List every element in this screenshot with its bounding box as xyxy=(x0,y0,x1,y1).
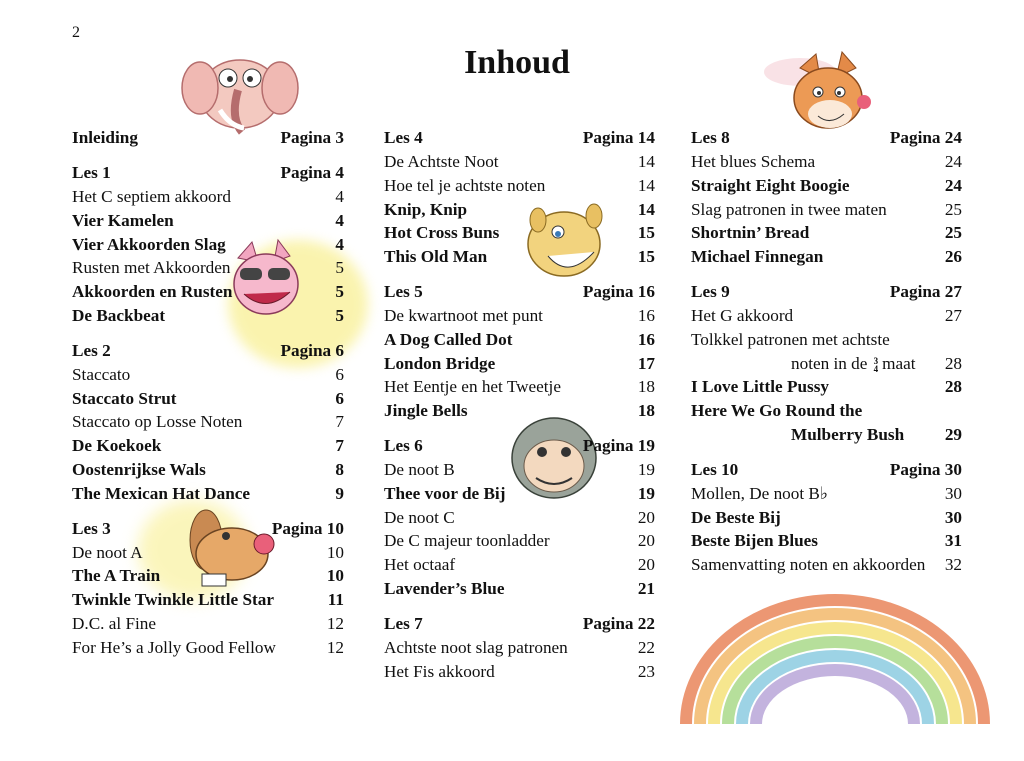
section-title: Les 4 xyxy=(384,128,423,147)
section-page: Pagina 19 xyxy=(582,435,655,455)
toc-entry xyxy=(691,245,962,269)
entry-page: 23 xyxy=(637,661,655,681)
section-title: Les 8 xyxy=(691,128,730,147)
entry-title: Hot Cross Buns xyxy=(384,223,500,243)
entry-title: Lavender’s Blue xyxy=(384,578,505,598)
entry-title: De kwartnoot met punt xyxy=(384,305,543,325)
toc-entry xyxy=(72,363,344,387)
toc-entry xyxy=(72,280,344,304)
toc-entry xyxy=(384,506,655,530)
entry-page: 5 xyxy=(335,282,344,302)
toc-section-heading xyxy=(384,434,655,458)
entry-page: 12 xyxy=(326,637,344,657)
entry-title: De C majeur toonladder xyxy=(384,531,550,551)
entry-title: The Mexican Hat Dance xyxy=(72,483,251,503)
toc-entry xyxy=(72,612,344,636)
toc-section xyxy=(384,612,655,684)
entry-title: The A Train xyxy=(72,566,161,586)
toc-section xyxy=(384,280,655,423)
toc-entry xyxy=(72,458,344,482)
entry-title: Achtste noot slag patronen xyxy=(384,637,568,657)
entry-title: De Backbeat xyxy=(72,305,166,325)
entry-title: Knip, Knip xyxy=(384,199,468,219)
entry-title: Thee voor de Bij xyxy=(384,483,506,503)
entry-page: 16 xyxy=(637,305,655,325)
entry-page: 11 xyxy=(327,590,344,610)
entry-page: 19 xyxy=(637,483,655,503)
entry-title: Mollen, De noot B♭ xyxy=(691,483,829,503)
toc-section-heading xyxy=(384,126,655,150)
section-title: Inleiding xyxy=(72,128,138,147)
section-title: Les 9 xyxy=(691,281,730,301)
toc-entry xyxy=(384,304,655,328)
toc-entry xyxy=(72,185,344,209)
entry-title: Straight Eight Boogie xyxy=(691,175,850,195)
section-title: Les 10 xyxy=(691,459,739,479)
entry-page: 25 xyxy=(944,223,962,243)
entry-title: Slag patronen in twee maten xyxy=(691,199,887,219)
toc-entry xyxy=(72,541,344,565)
entry-page: 7 xyxy=(335,412,344,432)
toc-section-heading xyxy=(691,126,962,150)
entry-page: 30 xyxy=(944,507,962,527)
toc-entry xyxy=(384,458,655,482)
entry-title: Vier Kamelen xyxy=(72,210,174,230)
toc-section-heading xyxy=(72,161,344,185)
entry-page: 20 xyxy=(637,531,655,551)
entry-title: De Beste Bij xyxy=(691,507,781,527)
section-page: Pagina 10 xyxy=(271,518,344,538)
section-page: Pagina 22 xyxy=(582,613,655,633)
entry-title: This Old Man xyxy=(384,247,488,267)
toc-section xyxy=(72,517,344,660)
entry-page: 31 xyxy=(944,531,962,551)
page-title: Inhoud xyxy=(464,44,570,81)
toc-entry xyxy=(691,482,962,506)
toc-entry xyxy=(384,375,655,399)
entry-title: A Dog Called Dot xyxy=(384,329,513,349)
entry-page: 25 xyxy=(944,199,962,219)
entry-page: 16 xyxy=(637,329,655,349)
entry-title: Het Fis akkoord xyxy=(384,661,495,681)
entry-page: 18 xyxy=(637,401,655,421)
entry-page: 12 xyxy=(326,613,344,633)
entry-title: For He’s a Jolly Good Fellow xyxy=(72,637,276,657)
entry-title: De Koekoek xyxy=(72,436,162,456)
entry-title: Akkoorden en Rusten xyxy=(72,282,233,302)
entry-page: 18 xyxy=(637,377,655,397)
section-page: Pagina 3 xyxy=(280,128,344,147)
toc-entry xyxy=(384,636,655,660)
rainbow-illustration xyxy=(676,592,994,728)
section-page: Pagina 4 xyxy=(280,163,344,182)
section-title: Les 6 xyxy=(384,435,423,455)
entry-page: 9 xyxy=(335,483,344,503)
toc-entry xyxy=(384,328,655,352)
entry-page: 7 xyxy=(335,436,344,456)
entry-page: 29 xyxy=(944,424,962,444)
entry-title: D.C. al Fine xyxy=(72,613,157,633)
toc-entry xyxy=(384,577,655,601)
section-title: Les 1 xyxy=(72,163,111,182)
entry-title: De noot C xyxy=(384,507,455,527)
toc-entry xyxy=(72,209,344,233)
entry-page: 17 xyxy=(637,353,655,373)
entry-title: Beste Bijen Blues xyxy=(691,531,818,551)
section-title: Les 7 xyxy=(384,613,423,633)
entry-title: London Bridge xyxy=(384,353,496,373)
entry-title: Twinkle Twinkle Little Star xyxy=(72,590,274,610)
entry-page: 19 xyxy=(637,459,655,479)
entry-title: I Love Little Pussy xyxy=(691,377,829,397)
entry-page: 27 xyxy=(944,305,962,325)
toc-entry xyxy=(72,256,344,280)
entry-title: Het octaaf xyxy=(384,555,456,575)
toc-section xyxy=(72,161,344,328)
entry-title: De Achtste Noot xyxy=(384,152,499,171)
entry-title: Het G akkoord xyxy=(691,305,794,325)
toc-entry xyxy=(691,352,962,376)
toc-entry xyxy=(72,588,344,612)
toc-column-1 xyxy=(72,126,344,671)
toc-entry xyxy=(691,198,962,222)
toc-section xyxy=(691,126,962,269)
entry-title: Jingle Bells xyxy=(384,401,468,421)
entry-title: Shortnin’ Bread xyxy=(691,223,810,243)
entry-page: 21 xyxy=(637,578,655,598)
entry-page: 22 xyxy=(637,637,655,657)
toc-entry xyxy=(691,221,962,245)
toc-entry xyxy=(384,553,655,577)
entry-page: 20 xyxy=(637,507,655,527)
entry-page: 14 xyxy=(637,199,655,219)
entry-page: 28 xyxy=(944,353,962,373)
section-page: Pagina 6 xyxy=(280,340,344,360)
toc-section-heading xyxy=(691,280,962,304)
entry-page: 14 xyxy=(637,175,655,195)
toc-entry xyxy=(72,233,344,257)
toc-entry xyxy=(72,482,344,506)
toc-entry xyxy=(691,553,962,577)
entry-page: 5 xyxy=(335,258,344,278)
toc-entry xyxy=(72,387,344,411)
toc-entry xyxy=(691,399,962,423)
entry-page: 32 xyxy=(944,555,962,575)
entry-title: Vier Akkoorden Slag xyxy=(72,234,226,254)
toc-section-heading xyxy=(72,517,344,541)
section-title: Les 2 xyxy=(72,340,111,360)
toc-entry xyxy=(691,328,962,352)
toc-section-heading xyxy=(384,612,655,636)
entry-page: 24 xyxy=(944,152,962,171)
entry-title: De noot B xyxy=(384,459,455,479)
toc-column-3 xyxy=(691,126,962,588)
toc-section-heading xyxy=(384,280,655,304)
toc-entry xyxy=(384,352,655,376)
entry-title: Samenvatting noten en akkoorden xyxy=(691,555,926,575)
toc-entry xyxy=(72,564,344,588)
toc-entry xyxy=(691,150,962,174)
toc-section-heading xyxy=(72,126,344,150)
section-page: Pagina 14 xyxy=(582,128,655,147)
toc-entry xyxy=(72,636,344,660)
entry-page: 6 xyxy=(335,388,344,408)
entry-title: Het blues Schema xyxy=(691,152,816,171)
toc-entry xyxy=(691,375,962,399)
toc-entry xyxy=(691,174,962,198)
toc-column-2 xyxy=(384,126,655,694)
entry-page: 6 xyxy=(335,364,344,384)
entry-page: 15 xyxy=(637,247,655,267)
toc-entry xyxy=(691,529,962,553)
entry-title: Staccato op Losse Noten xyxy=(72,412,243,432)
entry-title: Het Eentje en het Tweetje xyxy=(384,377,561,397)
entry-page: 14 xyxy=(637,152,655,171)
toc-section xyxy=(691,280,962,447)
toc-entry xyxy=(691,506,962,530)
entry-page: 4 xyxy=(335,187,344,206)
entry-title: Here We Go Round the xyxy=(691,401,863,421)
toc-section xyxy=(72,126,344,150)
entry-title: Staccato xyxy=(72,364,131,384)
entry-title: Mulberry Bush xyxy=(791,424,905,444)
toc-entry xyxy=(384,245,655,269)
toc-entry xyxy=(384,150,655,174)
section-page: Pagina 24 xyxy=(889,128,962,147)
section-title: Les 5 xyxy=(384,281,423,301)
entry-page: 30 xyxy=(944,483,962,503)
toc-entry xyxy=(384,529,655,553)
entry-page: 10 xyxy=(326,566,344,586)
toc-entry xyxy=(384,482,655,506)
entry-title: Rusten met Akkoorden xyxy=(72,258,231,278)
entry-title: noten in de 3 4 maat xyxy=(791,353,916,374)
time-signature: 3 4 xyxy=(873,355,879,374)
toc-entry xyxy=(384,174,655,198)
entry-title: Het C septiem akkoord xyxy=(72,187,231,206)
toc-section xyxy=(384,126,655,269)
toc-entry xyxy=(72,434,344,458)
entry-page: 24 xyxy=(944,175,962,195)
entry-title: Hoe tel je achtste noten xyxy=(384,175,546,195)
entry-title: De noot A xyxy=(72,542,143,562)
entry-page: 4 xyxy=(335,210,344,230)
toc-section xyxy=(384,434,655,601)
section-page: Pagina 16 xyxy=(582,281,655,301)
entry-page: 10 xyxy=(326,542,344,562)
entry-title: Tolkkel patronen met achtste xyxy=(691,329,890,349)
entry-title: Oostenrijkse Wals xyxy=(72,459,206,479)
entry-page: 28 xyxy=(944,377,962,397)
toc-section xyxy=(691,458,962,577)
section-page: Pagina 30 xyxy=(889,459,962,479)
toc-entry xyxy=(72,304,344,328)
entry-title: Staccato Strut xyxy=(72,388,177,408)
toc-entry xyxy=(384,660,655,684)
section-page: Pagina 27 xyxy=(889,281,962,301)
section-title: Les 3 xyxy=(72,518,111,538)
entry-page: 26 xyxy=(944,247,962,267)
toc-entry xyxy=(384,198,655,222)
toc-entry xyxy=(384,221,655,245)
entry-page: 8 xyxy=(335,459,344,479)
entry-page: 15 xyxy=(637,223,655,243)
toc-section xyxy=(72,339,344,506)
toc-entry xyxy=(691,304,962,328)
entry-page: 20 xyxy=(637,555,655,575)
toc-section-heading xyxy=(691,458,962,482)
toc-entry xyxy=(691,423,962,447)
toc-entry xyxy=(72,410,344,434)
page-number: 2 xyxy=(72,24,80,41)
entry-page: 5 xyxy=(335,305,344,325)
toc-section-heading xyxy=(72,339,344,363)
toc-entry xyxy=(384,399,655,423)
entry-title: Michael Finnegan xyxy=(691,247,824,267)
entry-page: 4 xyxy=(335,234,344,254)
